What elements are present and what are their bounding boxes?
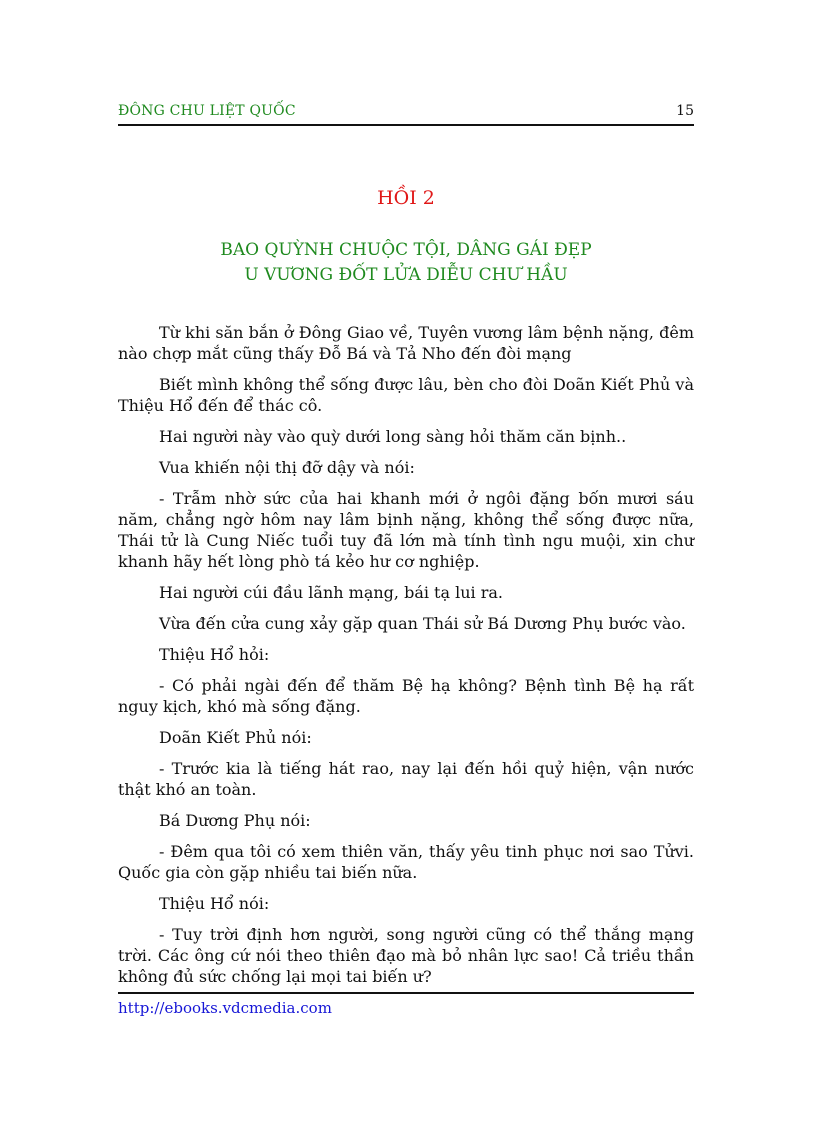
paragraph: Vua khiến nội thị đỡ dậy và nói: bbox=[159, 458, 415, 477]
paragraph: Doãn Kiết Phủ nói: bbox=[159, 728, 312, 747]
paragraph: Biết mình không thể sống được lâu, bèn cho đòi Doãn Kiết Phủ và Thiệu Hổ đến để thác cô. bbox=[118, 375, 694, 415]
paragraph: Hai người cúi đầu lãnh mạng, bái tạ lui ra. bbox=[159, 583, 504, 602]
paragraph: Vừa đến cửa cung xảy gặp quan Thái sử Bá Dương Phụ bước vào. bbox=[159, 614, 686, 633]
chapter-title-line: BAO QUỲNH CHUỘC TỘI, DÂNG GÁI ĐẸP bbox=[220, 240, 592, 260]
page-footer bbox=[118, 992, 694, 1017]
paragraph: - Đêm qua tôi có xem thiên văn, thấy yêu tinh phục nơi sao Tửvi. Quốc gia còn gặp nhiều tai biến nữa. bbox=[118, 842, 694, 882]
chapter-title-line: U VƯƠNG ĐỐT LỬA DIỄU CHƯ HẦU bbox=[244, 265, 568, 285]
paragraph: Bá Dương Phụ nói: bbox=[159, 811, 311, 830]
chapter-number: HỒI 2 bbox=[377, 187, 435, 209]
page-header bbox=[118, 100, 694, 126]
paragraph: Hai người này vào quỳ dưới long sàng hỏi thăm căn bịnh.. bbox=[159, 427, 627, 446]
footer-link[interactable]: http://ebooks.vdcmedia.com bbox=[118, 999, 332, 1017]
book-title: ĐÔNG CHU LIỆT QUỐC bbox=[118, 103, 296, 119]
paragraph: - Trước kia là tiếng hát rao, nay lại đến hồi quỷ hiện, vận nước thật khó an toàn. bbox=[118, 759, 694, 799]
chapter-body bbox=[118, 322, 694, 997]
paragraph: Thiệu Hổ nói: bbox=[159, 894, 270, 913]
paragraph: - Có phải ngài đến để thăm Bệ hạ không? Bệnh tình Bệ hạ rất nguy kịch, khó mà sống đặng. bbox=[118, 676, 694, 716]
paragraph: - Tuy trời định hơn người, song người cũng có thể thắng mạng trời. Các ông cứ nói theo thiên đạo mà bỏ nhân lực sao! Cả triều thần không đủ sức chống lại mọi tai biến ư? bbox=[118, 925, 694, 986]
paragraph: Từ khi săn bắn ở Đông Giao về, Tuyên vương lâm bệnh nặng, đêm nào chợp mắt cũng thấy Đỗ Bá và Tả Nho đến đòi mạng bbox=[118, 323, 694, 363]
paragraph: - Trẫm nhờ sức của hai khanh mới ở ngôi đặng bốn mươi sáu năm, chẳng ngờ hôm nay lâm bịnh nặng, không thể sống được nữa, Thái tử là Cung Niếc tuổi tuy đã lớn mà tính tình ngu muội, xin chư khanh hãy hết lòng phò tá kẻo hư cơ nghiệp. bbox=[118, 489, 694, 571]
paragraph: Thiệu Hổ hỏi: bbox=[159, 645, 270, 664]
page-number: 15 bbox=[676, 103, 694, 119]
chapter-title bbox=[118, 238, 694, 288]
